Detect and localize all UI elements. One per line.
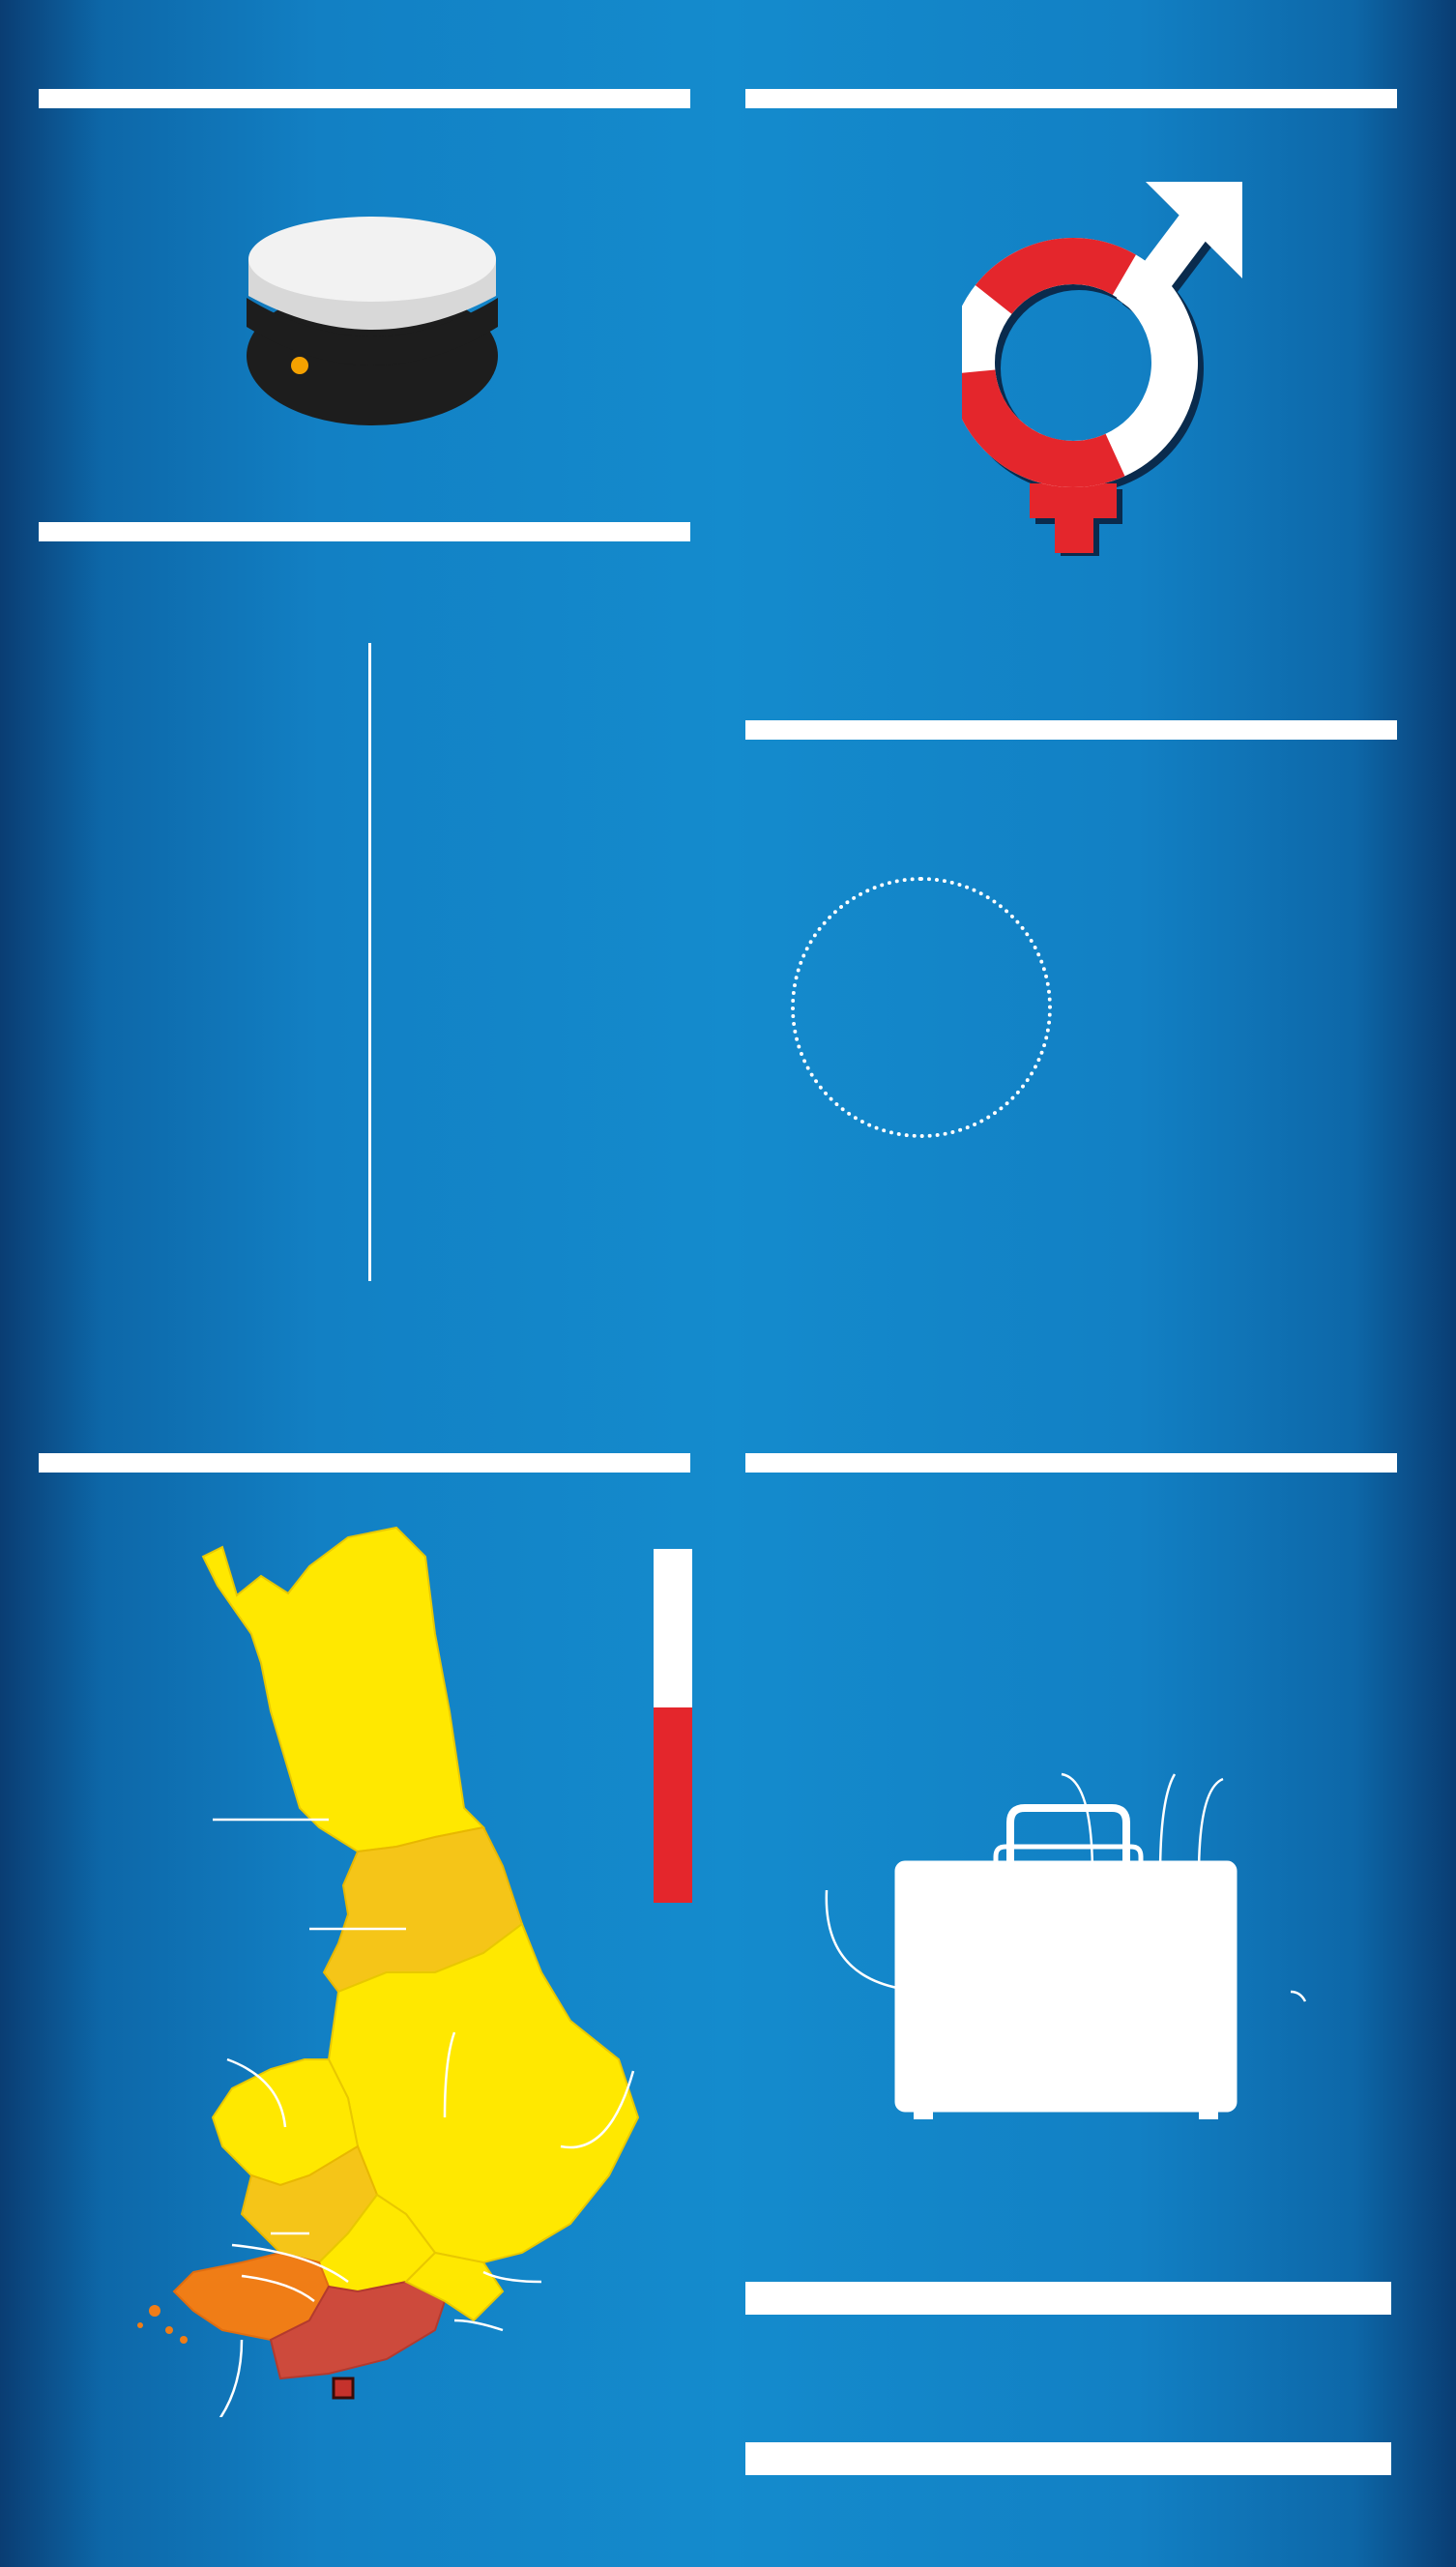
home-rule xyxy=(39,1453,690,1473)
politics-min-progress xyxy=(745,2442,1391,2475)
politics-mp-progress-fill xyxy=(748,2285,1388,2312)
home-bar-other xyxy=(654,1549,692,1707)
fields-rule xyxy=(39,522,690,541)
gender-symbol-chart xyxy=(962,174,1242,556)
politics-leader-lines xyxy=(812,1760,1334,2050)
gender-rule xyxy=(745,89,1397,108)
age-average-circle xyxy=(791,877,1052,1138)
education-rule xyxy=(39,89,690,108)
age-rule xyxy=(745,720,1397,740)
home-bar-uusimaa xyxy=(654,1707,692,1903)
politics-mp-progress xyxy=(745,2282,1391,2315)
politics-rule xyxy=(745,1453,1397,1473)
fields-labels xyxy=(39,0,350,1)
graduation-cap-pie xyxy=(237,211,517,435)
finland-map xyxy=(116,1518,715,2417)
politics-min-progress-fill xyxy=(748,2445,1388,2472)
fields-axis xyxy=(368,643,371,1281)
